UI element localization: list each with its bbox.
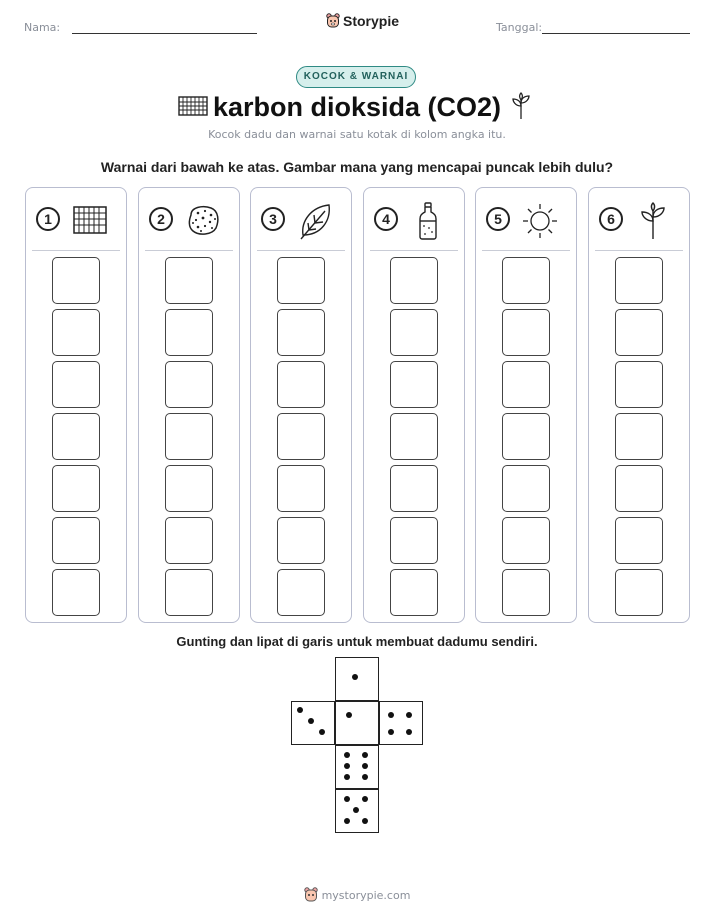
activity-badge: KOCOK & WARNAI <box>296 66 416 88</box>
leaf-icon <box>295 201 335 241</box>
color-box[interactable] <box>502 569 550 616</box>
color-box[interactable] <box>277 517 325 564</box>
column-number: 4 <box>374 207 398 231</box>
column-number: 3 <box>261 207 285 231</box>
storypie-mascot-icon <box>304 887 318 903</box>
color-box[interactable] <box>165 413 213 460</box>
die-pip <box>297 707 303 713</box>
sprout-icon <box>633 201 673 241</box>
color-box[interactable] <box>277 413 325 460</box>
color-box[interactable] <box>165 465 213 512</box>
die-face-1 <box>335 657 379 701</box>
color-box[interactable] <box>165 309 213 356</box>
color-box[interactable] <box>615 569 663 616</box>
color-box[interactable] <box>390 413 438 460</box>
storypie-mascot-icon <box>326 13 340 29</box>
die-pip <box>344 796 350 802</box>
color-box[interactable] <box>502 413 550 460</box>
footer-url[interactable]: mystorypie.com <box>321 888 411 902</box>
color-box[interactable] <box>277 569 325 616</box>
color-box[interactable] <box>390 517 438 564</box>
rock-icon <box>183 201 223 241</box>
die-face-3 <box>291 701 335 745</box>
color-box[interactable] <box>165 517 213 564</box>
color-box[interactable] <box>615 465 663 512</box>
color-box[interactable] <box>52 413 100 460</box>
die-pip <box>362 774 368 780</box>
die-pip <box>308 718 314 724</box>
color-box[interactable] <box>502 257 550 304</box>
column-5 <box>475 187 577 623</box>
cut-instruction: Gunting dan lipat di garis untuk membuat dadumu sendiri. <box>176 634 538 649</box>
color-box[interactable] <box>277 257 325 304</box>
sun-icon <box>520 201 560 241</box>
color-box[interactable] <box>52 309 100 356</box>
color-box[interactable] <box>52 569 100 616</box>
color-box[interactable] <box>277 309 325 356</box>
color-box[interactable] <box>615 257 663 304</box>
footer <box>0 887 714 903</box>
color-box[interactable] <box>52 517 100 564</box>
color-box[interactable] <box>277 361 325 408</box>
color-box[interactable] <box>502 517 550 564</box>
die-pip <box>352 674 358 680</box>
column-6 <box>588 187 690 623</box>
date-label: Tanggal: <box>496 21 543 34</box>
color-box[interactable] <box>390 569 438 616</box>
die-face-1b <box>335 701 379 745</box>
color-box[interactable] <box>52 257 100 304</box>
die-pip <box>406 712 412 718</box>
color-box[interactable] <box>390 257 438 304</box>
page-subtitle: Kocok dadu dan warnai satu kotak di kolom angka itu. <box>208 128 506 141</box>
name-label: Nama: <box>24 21 61 34</box>
die-pip <box>362 752 368 758</box>
color-box[interactable] <box>390 309 438 356</box>
bottle-icon <box>408 201 448 241</box>
color-box[interactable] <box>502 361 550 408</box>
die-pip <box>362 763 368 769</box>
color-box[interactable] <box>165 569 213 616</box>
die-pip <box>406 729 412 735</box>
column-number: 2 <box>149 207 173 231</box>
die-pip <box>344 774 350 780</box>
die-pip <box>362 818 368 824</box>
color-box[interactable] <box>615 361 663 408</box>
column-number: 6 <box>599 207 623 231</box>
color-box[interactable] <box>615 517 663 564</box>
color-box[interactable] <box>277 465 325 512</box>
color-box[interactable] <box>502 465 550 512</box>
title-sprout-icon <box>510 92 532 120</box>
name-field[interactable] <box>72 33 257 34</box>
die-face-4 <box>379 701 423 745</box>
column-4 <box>363 187 465 623</box>
die-pip <box>344 763 350 769</box>
column-3 <box>250 187 352 623</box>
color-box[interactable] <box>615 413 663 460</box>
color-box[interactable] <box>52 361 100 408</box>
column-1 <box>25 187 127 623</box>
color-box[interactable] <box>52 465 100 512</box>
die-pip <box>319 729 325 735</box>
die-pip <box>346 712 352 718</box>
color-box[interactable] <box>390 465 438 512</box>
page-title: karbon dioksida (CO2) <box>212 92 502 122</box>
column-number: 5 <box>486 207 510 231</box>
die-pip <box>388 729 394 735</box>
date-field[interactable] <box>542 33 690 34</box>
color-box[interactable] <box>615 309 663 356</box>
column-number: 1 <box>36 207 60 231</box>
color-box[interactable] <box>502 309 550 356</box>
logo-text: Storypie <box>343 13 400 29</box>
coloring-instruction: Warnai dari bawah ke atas. Gambar mana yang mencapai puncak lebih dulu? <box>100 159 614 175</box>
color-box[interactable] <box>165 361 213 408</box>
die-pip <box>353 807 359 813</box>
die-face-5 <box>335 789 379 833</box>
grid-icon <box>70 201 110 241</box>
die-pip <box>344 818 350 824</box>
color-box[interactable] <box>165 257 213 304</box>
storypie-logo <box>326 13 399 29</box>
die-face-6 <box>335 745 379 789</box>
die-pip <box>388 712 394 718</box>
color-box[interactable] <box>390 361 438 408</box>
die-pip <box>362 796 368 802</box>
column-2 <box>138 187 240 623</box>
die-pip <box>344 752 350 758</box>
